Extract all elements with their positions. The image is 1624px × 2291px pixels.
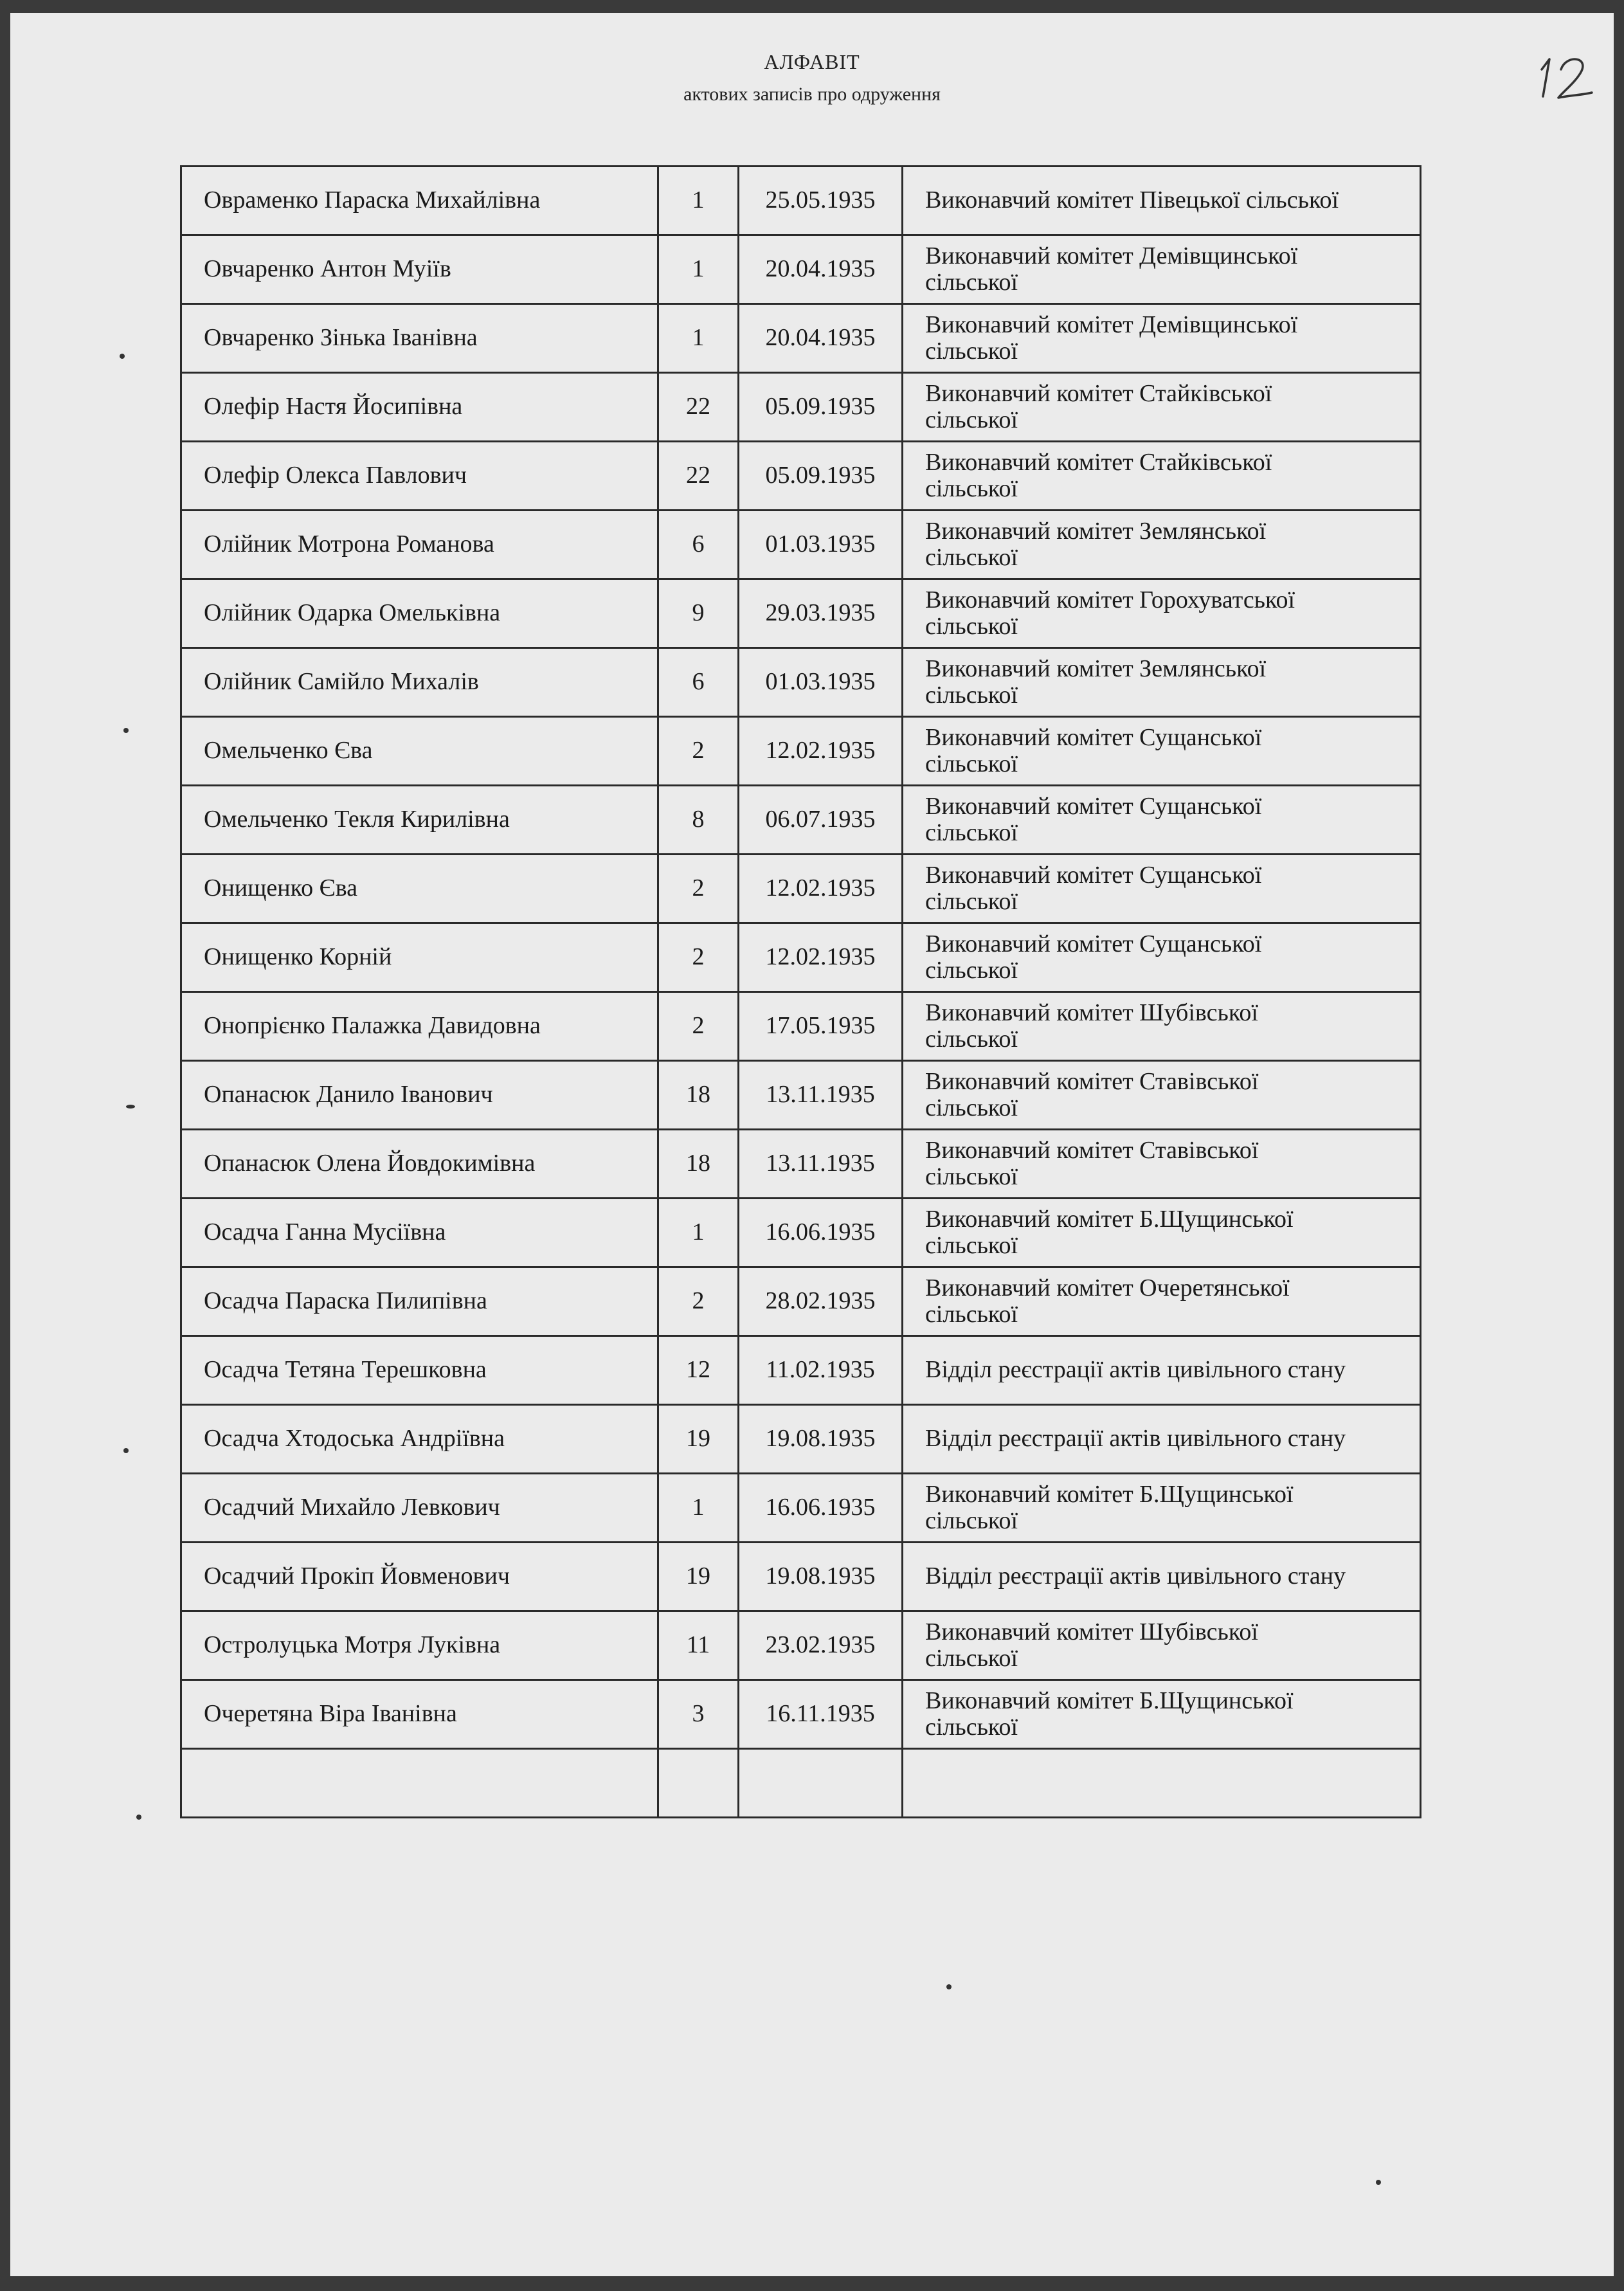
record-office-line1: Виконавчий комітет Шубівської: [925, 1618, 1258, 1645]
record-date-cell: 06.07.1935: [739, 786, 903, 855]
table-row: [181, 442, 1421, 511]
record-office-cell: [903, 511, 1421, 579]
record-number-cell: 2: [658, 923, 739, 992]
record-date-cell: 19.08.1935: [739, 1543, 903, 1611]
table-row: [181, 992, 1421, 1061]
table-row: [181, 1543, 1421, 1611]
records-table-body: [181, 167, 1421, 1818]
record-name-cell: Онопрієнко Палажка Давидовна: [181, 992, 658, 1061]
record-number-cell: 2: [658, 1267, 739, 1336]
record-name-cell: Овраменко Параска Михайлівна: [181, 167, 658, 235]
record-date-cell: 16.06.1935: [739, 1474, 903, 1543]
record-office-line1: Виконавчий комітет Сущанської: [925, 723, 1262, 751]
record-office-line2: сільської: [925, 544, 1018, 571]
record-office-line1: Виконавчий комітет Стайківської: [925, 379, 1272, 407]
record-name-cell: Осадчий Прокіп Йовменович: [181, 1543, 658, 1611]
table-row: [181, 1267, 1421, 1336]
record-date-cell: 05.09.1935: [739, 373, 903, 442]
record-number-cell: 22: [658, 442, 739, 511]
record-name-cell: Осадча Тетяна Терешковна: [181, 1336, 658, 1405]
table-row: [181, 923, 1421, 992]
record-office-line1: Виконавчий комітет Горохуватської: [925, 586, 1295, 613]
scan-mark: [123, 728, 129, 733]
record-office-cell: [903, 786, 1421, 855]
record-office-line2: сільської: [925, 269, 1018, 296]
record-office-cell: [903, 1199, 1421, 1267]
scan-mark: [120, 354, 125, 359]
record-date-cell: 16.06.1935: [739, 1199, 903, 1267]
scan-mark: [123, 1448, 129, 1453]
record-office-cell: [903, 235, 1421, 304]
record-number-cell: 18: [658, 1061, 739, 1130]
record-office-line2: сільської: [925, 1094, 1018, 1121]
record-name-cell: Олефір Олекса Павлович: [181, 442, 658, 511]
record-office-cell: [903, 1130, 1421, 1199]
record-office-line2: сільської: [925, 1301, 1018, 1328]
record-office-line2: сільської: [925, 1645, 1018, 1672]
record-date-cell: 20.04.1935: [739, 304, 903, 373]
record-name-cell: [181, 1749, 658, 1818]
record-date-cell: 28.02.1935: [739, 1267, 903, 1336]
record-office-line1: Виконавчий комітет Б.Щущинської: [925, 1480, 1294, 1508]
record-number-cell: 11: [658, 1611, 739, 1680]
record-office-line1: Виконавчий комітет Очеретянської: [925, 1274, 1290, 1301]
record-name-cell: Онищенко Єва: [181, 855, 658, 923]
table-row: [181, 235, 1421, 304]
record-office-line2: сільської: [925, 1507, 1018, 1534]
table-row: [181, 1061, 1421, 1130]
record-number-cell: 18: [658, 1130, 739, 1199]
record-office-line1: Виконавчий комітет Демівщинської: [925, 242, 1298, 269]
record-date-cell: 13.11.1935: [739, 1061, 903, 1130]
record-office-line2: сільської: [925, 338, 1018, 365]
record-office-line1: Виконавчий комітет Шубівської: [925, 999, 1258, 1026]
record-number-cell: 8: [658, 786, 739, 855]
record-number-cell: 19: [658, 1405, 739, 1474]
record-number-cell: 1: [658, 1199, 739, 1267]
record-office-line2: сільської: [925, 475, 1018, 502]
record-date-cell: 16.11.1935: [739, 1680, 903, 1749]
record-office-cell: [903, 373, 1421, 442]
record-number-cell: 22: [658, 373, 739, 442]
record-office-line2: сільської: [925, 613, 1018, 640]
record-number-cell: 1: [658, 304, 739, 373]
record-office-cell: [903, 992, 1421, 1061]
table-row: [181, 1611, 1421, 1680]
record-number-cell: 2: [658, 855, 739, 923]
record-number-cell: 1: [658, 235, 739, 304]
record-name-cell: Опанасюк Олена Йовдокимівна: [181, 1130, 658, 1199]
record-office-cell: [903, 1474, 1421, 1543]
record-office-line1: Виконавчий комітет Землянської: [925, 655, 1267, 682]
record-date-cell: 01.03.1935: [739, 648, 903, 717]
table-row: [181, 786, 1421, 855]
record-office-line2: сільської: [925, 750, 1018, 777]
record-date-cell: 12.02.1935: [739, 855, 903, 923]
scan-mark: [946, 1984, 952, 1989]
record-name-cell: Очеретяна Віра Іванівна: [181, 1680, 658, 1749]
table-row: [181, 1130, 1421, 1199]
record-number-cell: 1: [658, 167, 739, 235]
record-office-cell: [903, 1611, 1421, 1680]
scan-mark: [1376, 2180, 1381, 2185]
table-row: [181, 1680, 1421, 1749]
record-office-cell: [903, 304, 1421, 373]
scan-mark: [126, 1105, 135, 1109]
record-office-cell: [903, 923, 1421, 992]
record-number-cell: 2: [658, 992, 739, 1061]
record-name-cell: Остролуцька Мотря Луківна: [181, 1611, 658, 1680]
table-row: [181, 1199, 1421, 1267]
table-row: [181, 1405, 1421, 1474]
record-office-line1: Виконавчий комітет Півецької сільської: [925, 186, 1339, 214]
table-row: [181, 1749, 1421, 1818]
record-number-cell: 9: [658, 579, 739, 648]
record-office-line1: Виконавчий комітет Ставівської: [925, 1136, 1259, 1164]
record-name-cell: Олійник Одарка Омельківна: [181, 579, 658, 648]
record-name-cell: Осадча Параска Пилипівна: [181, 1267, 658, 1336]
table-row: [181, 717, 1421, 786]
record-number-cell: 2: [658, 717, 739, 786]
record-office-line1: Відділ реєстрації актів цивільного стану: [925, 1356, 1346, 1384]
record-date-cell: 11.02.1935: [739, 1336, 903, 1405]
record-date-cell: 17.05.1935: [739, 992, 903, 1061]
record-office-line1: Виконавчий комітет Сущанської: [925, 792, 1262, 820]
record-office-line2: сільської: [925, 406, 1018, 433]
record-office-line2: сільської: [925, 957, 1018, 984]
record-name-cell: Олійник Самійло Михалів: [181, 648, 658, 717]
record-office-line2: сільської: [925, 682, 1018, 709]
record-date-cell: 12.02.1935: [739, 923, 903, 992]
record-office-cell: [903, 1680, 1421, 1749]
record-name-cell: Овчаренко Зінька Іванівна: [181, 304, 658, 373]
document-subtitle: актових записів про одруження: [683, 84, 941, 105]
table-row: [181, 579, 1421, 648]
record-date-cell: 05.09.1935: [739, 442, 903, 511]
record-date-cell: 12.02.1935: [739, 717, 903, 786]
record-office-cell: [903, 579, 1421, 648]
record-office-line1: Відділ реєстрації актів цивільного стану: [925, 1425, 1346, 1453]
record-office-cell: [903, 1543, 1421, 1611]
document-title: АЛФАВІТ: [764, 50, 860, 73]
record-office-line2: сільської: [925, 888, 1018, 915]
record-office-cell: [903, 167, 1421, 235]
marriage-records-table: [180, 165, 1421, 1818]
record-office-line2: сільської: [925, 1714, 1018, 1741]
table-row: [181, 304, 1421, 373]
record-date-cell: 01.03.1935: [739, 511, 903, 579]
record-date-cell: 19.08.1935: [739, 1405, 903, 1474]
record-number-cell: 19: [658, 1543, 739, 1611]
record-name-cell: Осадча Хтодоська Андріївна: [181, 1405, 658, 1474]
record-office-line2: сільської: [925, 819, 1018, 846]
record-number-cell: 12: [658, 1336, 739, 1405]
record-office-line1: Виконавчий комітет Б.Щущинської: [925, 1205, 1294, 1233]
record-name-cell: Онищенко Корній: [181, 923, 658, 992]
record-date-cell: 23.02.1935: [739, 1611, 903, 1680]
record-office-line2: сільської: [925, 1026, 1018, 1053]
record-office-cell: [903, 855, 1421, 923]
record-office-cell: [903, 1749, 1421, 1818]
record-number-cell: 6: [658, 511, 739, 579]
document-sheet: [10, 13, 1614, 2276]
record-number-cell: 1: [658, 1474, 739, 1543]
table-row: [181, 855, 1421, 923]
record-date-cell: 20.04.1935: [739, 235, 903, 304]
table-row: [181, 1336, 1421, 1405]
record-office-line1: Виконавчий комітет Б.Щущинської: [925, 1687, 1294, 1714]
record-office-line1: Виконавчий комітет Землянської: [925, 517, 1267, 545]
record-office-line1: Виконавчий комітет Сущанської: [925, 930, 1262, 957]
table-row: [181, 167, 1421, 235]
table-row: [181, 511, 1421, 579]
record-office-line2: сільської: [925, 1163, 1018, 1190]
scan-mark: [136, 1815, 141, 1820]
record-office-cell: [903, 1405, 1421, 1474]
record-name-cell: Омельченко Єва: [181, 717, 658, 786]
table-row: [181, 373, 1421, 442]
record-office-line1: Виконавчий комітет Стайківської: [925, 448, 1272, 476]
record-office-cell: [903, 648, 1421, 717]
record-name-cell: Осадчий Михайло Левкович: [181, 1474, 658, 1543]
record-office-cell: [903, 442, 1421, 511]
record-date-cell: 29.03.1935: [739, 579, 903, 648]
record-number-cell: [658, 1749, 739, 1818]
table-row: [181, 1474, 1421, 1543]
record-date-cell: 25.05.1935: [739, 167, 903, 235]
record-office-cell: [903, 717, 1421, 786]
table-row: [181, 648, 1421, 717]
record-name-cell: Омельченко Текля Кирилівна: [181, 786, 658, 855]
record-name-cell: Опанасюк Данило Іванович: [181, 1061, 658, 1130]
record-name-cell: Овчаренко Антон Муіїв: [181, 235, 658, 304]
record-date-cell: 13.11.1935: [739, 1130, 903, 1199]
record-office-cell: [903, 1267, 1421, 1336]
record-name-cell: Олефір Настя Йосипівна: [181, 373, 658, 442]
record-number-cell: 3: [658, 1680, 739, 1749]
record-office-cell: [903, 1336, 1421, 1405]
record-office-line2: сільської: [925, 1232, 1018, 1259]
record-office-line1: Виконавчий комітет Сущанської: [925, 861, 1262, 889]
record-date-cell: [739, 1749, 903, 1818]
record-office-cell: [903, 1061, 1421, 1130]
record-number-cell: 6: [658, 648, 739, 717]
record-office-line1: Відділ реєстрації актів цивільного стану: [925, 1562, 1346, 1590]
record-office-line1: Виконавчий комітет Демівщинської: [925, 311, 1298, 338]
record-name-cell: Олійник Мотрона Романова: [181, 511, 658, 579]
record-office-line1: Виконавчий комітет Ставівської: [925, 1067, 1259, 1095]
record-name-cell: Осадча Ганна Мусіївна: [181, 1199, 658, 1267]
